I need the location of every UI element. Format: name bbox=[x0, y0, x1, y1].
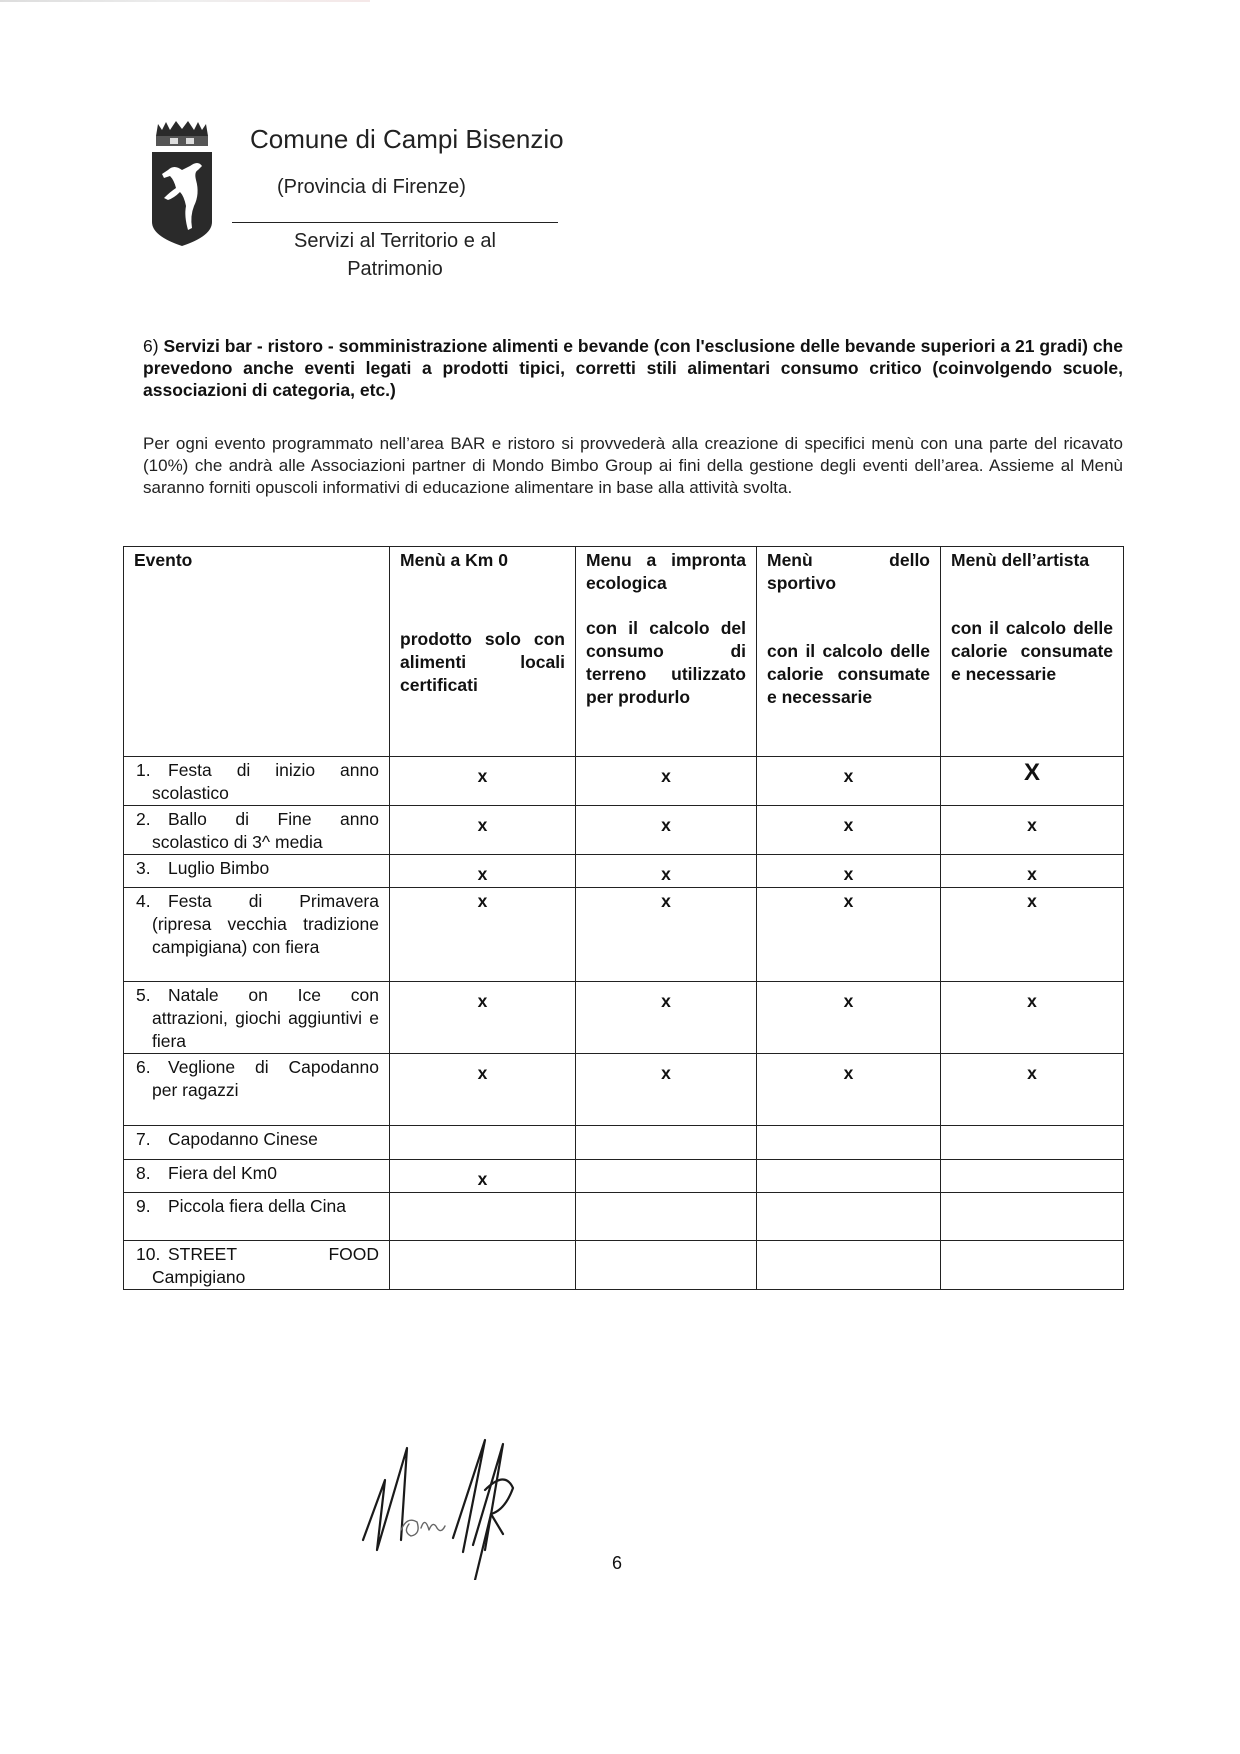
department-line-1: Servizi al Territorio e al bbox=[294, 230, 496, 252]
event-cell: 3. Luglio Bimbo bbox=[124, 855, 390, 888]
mark-sport bbox=[757, 1126, 941, 1160]
table-row bbox=[124, 1054, 1124, 1126]
event-cell: 4. Festa di Primavera (ripresa vecchia tradizione campigiana) con fiera bbox=[124, 888, 390, 982]
mark-sport: x bbox=[757, 982, 941, 1054]
mark-sport: x bbox=[757, 806, 941, 855]
mark-artist bbox=[941, 1193, 1124, 1241]
mark-sport: x bbox=[757, 757, 941, 806]
mark-km0: x bbox=[390, 855, 576, 888]
table-row bbox=[124, 1160, 1124, 1193]
mark-km0: x bbox=[390, 757, 576, 806]
mark-artist: x bbox=[941, 855, 1124, 888]
table-row bbox=[124, 806, 1124, 855]
table-row bbox=[124, 888, 1124, 982]
mark-km0: x bbox=[390, 1160, 576, 1193]
mark-sport: x bbox=[757, 888, 941, 982]
signature-icon bbox=[345, 1430, 545, 1580]
mark-eco: x bbox=[576, 757, 757, 806]
mark-km0: x bbox=[390, 806, 576, 855]
mark-eco: x bbox=[576, 806, 757, 855]
column-description: con il calcolo delle calorie consumate e necessarie bbox=[767, 641, 930, 707]
mark-km0: x bbox=[390, 888, 576, 982]
mark-eco: x bbox=[576, 982, 757, 1054]
mark-eco bbox=[576, 1160, 757, 1193]
mark-sport bbox=[757, 1241, 941, 1290]
mark-km0: x bbox=[390, 1054, 576, 1126]
scan-edge-line bbox=[0, 0, 370, 2]
department-label bbox=[232, 227, 558, 283]
mark-artist bbox=[941, 1160, 1124, 1193]
coat-of-arms-icon bbox=[150, 118, 214, 248]
column-header-evento: Evento bbox=[124, 547, 390, 757]
mark-artist bbox=[941, 1126, 1124, 1160]
mark-artist: x bbox=[941, 888, 1124, 982]
event-cell: 9. Piccola fiera della Cina bbox=[124, 1193, 390, 1241]
table-row bbox=[124, 982, 1124, 1054]
event-cell: 2. Ballo di Fine anno scolastico di 3^ media bbox=[124, 806, 390, 855]
table-row bbox=[124, 1193, 1124, 1241]
column-header-menu-ecologico bbox=[576, 547, 757, 757]
column-header-menu-sportivo bbox=[757, 547, 941, 757]
mark-sport bbox=[757, 1193, 941, 1241]
mark-eco bbox=[576, 1241, 757, 1290]
section-heading bbox=[143, 335, 1123, 401]
column-description: con il calcolo del consumo di terreno utilizzato per produrlo bbox=[586, 618, 746, 707]
section-title: Servizi bar - ristoro - somministrazione alimenti e bevande (con l'esclusione delle bevande superiori a 21 gradi) che prevedono anche eventi legati a prodotti tipici, corretti stili alimentari consumo critico (coinvolgendo scuole, associazioni di categoria, etc.) bbox=[143, 336, 1123, 400]
mark-eco bbox=[576, 1126, 757, 1160]
event-cell: 8. Fiera del Km0 bbox=[124, 1160, 390, 1193]
column-header-menu-artista bbox=[941, 547, 1124, 757]
column-header-menu-km0 bbox=[390, 547, 576, 757]
mark-km0 bbox=[390, 1126, 576, 1160]
municipality-title: Comune di Campi Bisenzio bbox=[250, 124, 564, 154]
event-cell: 10. STREET FOOD Campigiano bbox=[124, 1241, 390, 1290]
event-cell: 7. Capodanno Cinese bbox=[124, 1126, 390, 1160]
mark-km0 bbox=[390, 1241, 576, 1290]
mark-sport bbox=[757, 1160, 941, 1193]
column-description: con il calcolo delle calorie consumate e necessarie bbox=[951, 618, 1113, 684]
table-row bbox=[124, 757, 1124, 806]
mark-km0: x bbox=[390, 982, 576, 1054]
event-cell: 6. Veglione di Capodanno per ragazzi bbox=[124, 1054, 390, 1126]
section-number: 6) bbox=[143, 336, 159, 356]
table-row bbox=[124, 855, 1124, 888]
province-label: (Provincia di Firenze) bbox=[277, 176, 466, 198]
column-title: Menù dell’artista bbox=[951, 550, 1090, 570]
intro-paragraph: Per ogni evento programmato nell’area BAR e ristoro si provvederà alla creazione di specifici menù con una parte del ricavato (10%) che andrà alle Associazioni partner di Mondo Bimbo Group ai fini della gestione degli eventi dell’area. Assieme al Menù saranno forniti opuscoli informativi di educazione alimentare in base alla attività svolta. bbox=[143, 434, 1123, 497]
mark-artist: x bbox=[941, 806, 1124, 855]
mark-sport: x bbox=[757, 1054, 941, 1126]
column-description: prodotto solo con alimenti locali certificati bbox=[400, 629, 565, 695]
mark-artist: X bbox=[941, 757, 1124, 806]
column-title: Menu a impronta ecologica bbox=[586, 550, 746, 593]
mark-eco bbox=[576, 1193, 757, 1241]
table-header-row bbox=[124, 547, 1124, 757]
mark-artist: x bbox=[941, 1054, 1124, 1126]
header-divider bbox=[232, 222, 558, 223]
event-cell: 5. Natale on Ice con attrazioni, giochi aggiuntivi e fiera bbox=[124, 982, 390, 1054]
department-line-2: Patrimonio bbox=[347, 258, 443, 280]
mark-artist bbox=[941, 1241, 1124, 1290]
mark-eco: x bbox=[576, 855, 757, 888]
column-title: Menù a Km 0 bbox=[400, 550, 508, 570]
events-menu-table bbox=[123, 546, 1124, 1290]
mark-eco: x bbox=[576, 1054, 757, 1126]
mark-sport: x bbox=[757, 855, 941, 888]
page-number: 6 bbox=[612, 1553, 623, 1573]
table-row bbox=[124, 1126, 1124, 1160]
mark-km0 bbox=[390, 1193, 576, 1241]
mark-artist: x bbox=[941, 982, 1124, 1054]
mark-eco: x bbox=[576, 888, 757, 982]
column-title: Menù dello sportivo bbox=[767, 550, 930, 593]
event-cell: 1. Festa di inizio anno scolastico bbox=[124, 757, 390, 806]
table-row bbox=[124, 1241, 1124, 1290]
